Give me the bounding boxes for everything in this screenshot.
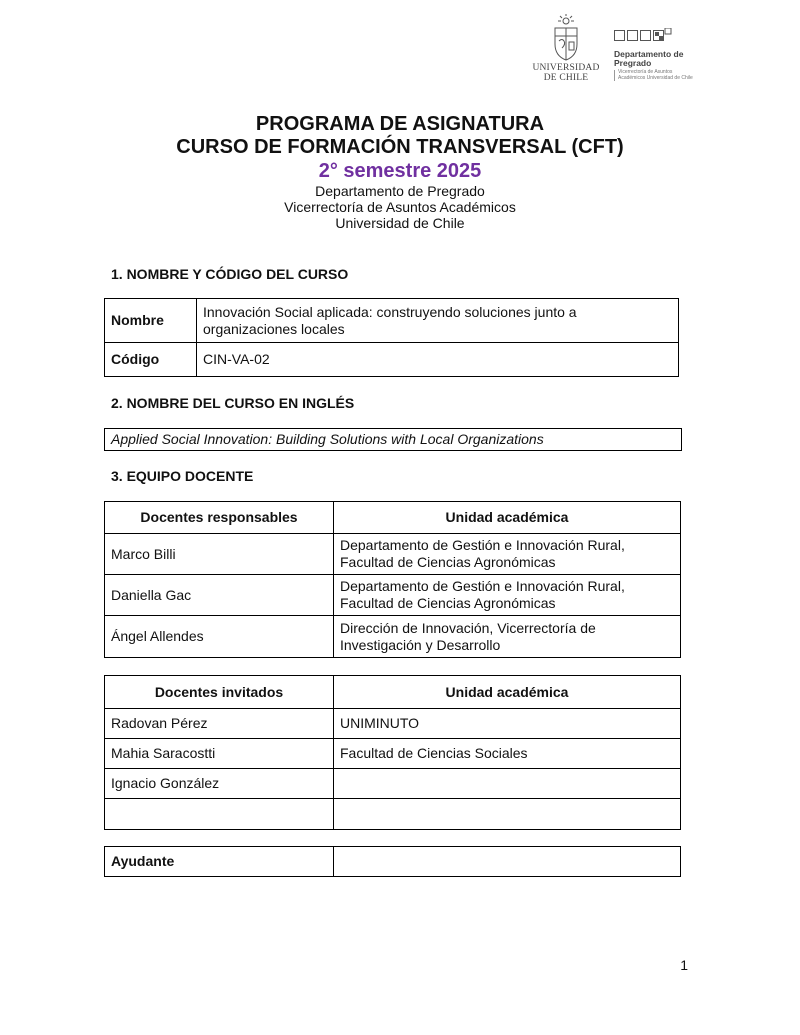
docente-unit: Departamento de Gestión e Innovación Rural, Facultad de Ciencias Agronómicas bbox=[334, 534, 681, 575]
table-row bbox=[105, 575, 681, 616]
docente-name: Daniella Gac bbox=[105, 575, 334, 616]
invitado-name: Mahia Saracostti bbox=[105, 739, 334, 769]
page-number: 1 bbox=[680, 957, 688, 973]
table-row bbox=[105, 769, 681, 799]
invitados-header: Docentes invitados bbox=[105, 676, 334, 709]
university-crest-icon bbox=[549, 14, 583, 62]
page-title: PROGRAMA DE ASIGNATURA bbox=[255, 113, 545, 135]
course-name-table bbox=[104, 298, 679, 377]
university-name: UNIVERSIDAD DE CHILE bbox=[532, 63, 600, 83]
semester-label: 2° semestre 2025 bbox=[318, 160, 482, 182]
department-subtitle: Vicerrectoría de Asuntos Académicos Universidad de Chile bbox=[614, 70, 694, 81]
department-name: Departamento de Pregrado bbox=[614, 49, 684, 68]
nombre-label: Nombre bbox=[105, 299, 197, 343]
docente-unit: Departamento de Gestión e Innovación Rural, Facultad de Ciencias Agronómicas bbox=[334, 575, 681, 616]
invitado-name bbox=[105, 799, 334, 830]
section-2-heading: 2. NOMBRE DEL CURSO EN INGLÉS bbox=[111, 395, 355, 411]
invitado-unit bbox=[334, 769, 681, 799]
responsables-header: Docentes responsables bbox=[105, 502, 334, 534]
page-subtitle: CURSO DE FORMACIÓN TRANSVERSAL (CFT) bbox=[176, 136, 624, 158]
invitado-name: Ignacio González bbox=[105, 769, 334, 799]
invitado-name: Radovan Pérez bbox=[105, 709, 334, 739]
university-logo bbox=[526, 14, 606, 83]
ayudante-label: Ayudante bbox=[105, 847, 334, 877]
department-blocks-icon bbox=[614, 28, 672, 42]
codigo-label: Código bbox=[105, 343, 197, 377]
invitados-table bbox=[104, 675, 681, 830]
invitado-unit: Facultad de Ciencias Sociales bbox=[334, 739, 681, 769]
docente-name: Ángel Allendes bbox=[105, 616, 334, 658]
table-row bbox=[105, 739, 681, 769]
unidad-header: Unidad académica bbox=[334, 676, 681, 709]
english-name-table bbox=[104, 428, 682, 451]
table-row bbox=[105, 534, 681, 575]
invitado-unit bbox=[334, 799, 681, 830]
document-header bbox=[0, 113, 800, 231]
table-row bbox=[105, 799, 681, 830]
responsables-table bbox=[104, 501, 681, 658]
docente-name: Marco Billi bbox=[105, 534, 334, 575]
table-row bbox=[105, 709, 681, 739]
table-row bbox=[105, 616, 681, 658]
header-department: Departamento de Pregrado bbox=[315, 183, 485, 199]
ayudante-table bbox=[104, 846, 681, 877]
ayudante-value bbox=[334, 847, 681, 877]
header-vicerrectoria: Vicerrectoría de Asuntos Académicos bbox=[284, 199, 516, 215]
unidad-header: Unidad académica bbox=[334, 502, 681, 534]
section-1-heading: 1. NOMBRE Y CÓDIGO DEL CURSO bbox=[111, 266, 349, 282]
department-logo bbox=[614, 28, 694, 81]
header-university: Universidad de Chile bbox=[335, 215, 465, 231]
english-name-value: Applied Social Innovation: Building Solutions with Local Organizations bbox=[105, 429, 682, 451]
codigo-value: CIN-VA-02 bbox=[197, 343, 679, 377]
invitado-unit: UNIMINUTO bbox=[334, 709, 681, 739]
nombre-value: Innovación Social aplicada: construyendo soluciones junto a organizaciones locales bbox=[197, 299, 679, 343]
docente-unit: Dirección de Innovación, Vicerrectoría de Investigación y Desarrollo bbox=[334, 616, 681, 658]
section-3-heading: 3. EQUIPO DOCENTE bbox=[111, 468, 254, 484]
